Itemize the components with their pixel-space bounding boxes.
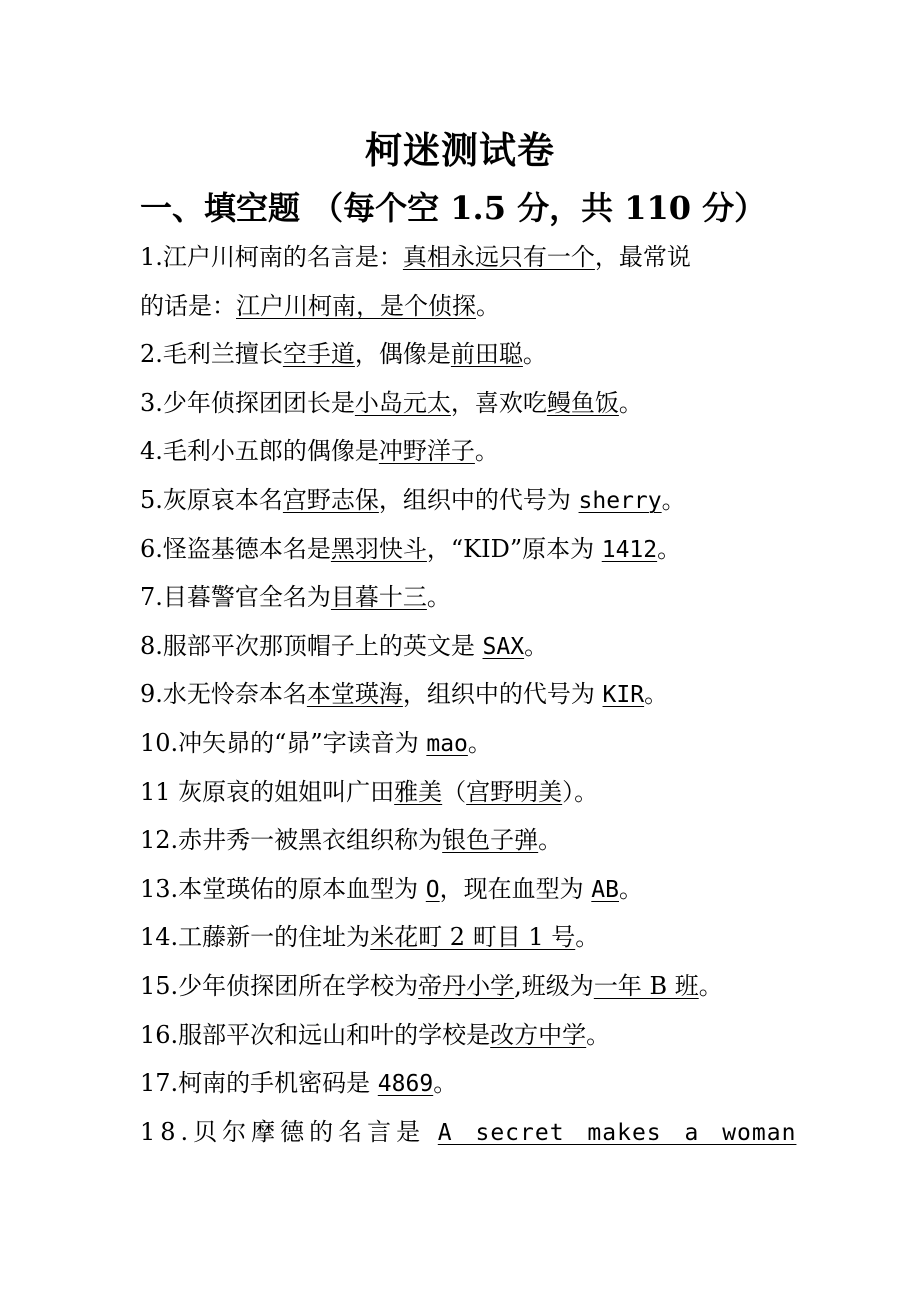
answer-blank: 改方中学 [490, 1020, 587, 1049]
answer-blank: 银色子弹 [442, 826, 539, 855]
question-18 [140, 1108, 800, 1157]
question-4 [140, 427, 800, 476]
answer-blank: 宫野明美 [466, 777, 563, 806]
question-text: 7.目暮警官全名为 [140, 583, 331, 612]
answer-blank: sherry [578, 487, 662, 514]
question-1-line-2 [140, 282, 800, 331]
question-7 [140, 573, 800, 622]
question-13 [140, 865, 800, 914]
question-text: 10.冲矢昴的“昴”字读音为 [140, 728, 427, 757]
answer-blank: 江户川柯南，是个侦探 [236, 291, 476, 320]
question-text: 。 [474, 437, 499, 466]
question-text: 。 [522, 340, 547, 369]
question-list [140, 233, 800, 1156]
question-5 [140, 476, 800, 525]
question-text: 。 [433, 1069, 458, 1098]
section-heading: 一、填空题 （每个空 1.5 分，共 110 分） [140, 189, 767, 227]
question-text: 。 [698, 971, 723, 1000]
question-text: 13.本堂瑛佑的原本血型为 [140, 874, 426, 903]
question-11 [140, 768, 800, 817]
question-text: 18.贝尔摩德的名言是 [140, 1117, 438, 1146]
question-text: 3.少年侦探团团长是 [140, 388, 355, 417]
question-text: 2.毛利兰擅长 [140, 340, 283, 369]
question-text: 。 [476, 291, 500, 320]
question-text: 6.怪盗基德本名是 [140, 534, 331, 563]
answer-blank: 米花町 2 町目 1 号 [370, 923, 576, 952]
question-text: 5.灰原哀本名 [140, 485, 283, 514]
answer-blank: 冲野洋子 [378, 437, 475, 466]
question-text: ，“KID”原本为 [426, 534, 602, 563]
answer-blank: mao [426, 730, 468, 757]
question-14 [140, 913, 800, 962]
answer-blank: SAX [482, 633, 525, 660]
answer-blank: 真相永远只有一个 [402, 243, 595, 271]
question-text: 16.服部平次和远山和叶的学校是 [140, 1020, 491, 1049]
question-text: 。 [644, 680, 669, 709]
question-text: 17.柯南的手机密码是 [140, 1069, 378, 1098]
question-text: 。 [619, 874, 643, 903]
question-2 [140, 330, 800, 379]
question-text: 。 [524, 631, 549, 660]
question-8 [140, 622, 800, 671]
question-text: 。 [661, 485, 686, 514]
document-title: 柯迷测试卷 [365, 128, 555, 172]
question-text: ,班级为 [514, 971, 594, 1000]
question-9 [140, 670, 800, 719]
answer-blank: A secret makes a woman [437, 1119, 797, 1146]
question-text: 12.赤井秀一被黑衣组织称为 [140, 826, 443, 855]
answer-blank: 空手道 [282, 340, 355, 369]
answer-blank: 本堂瑛海 [306, 680, 403, 709]
answer-blank: 宫野志保 [282, 485, 379, 514]
question-text: 11 灰原哀的姐姐叫广田 [140, 777, 395, 806]
answer-blank: KIR [602, 682, 645, 709]
question-text: 。 [426, 583, 451, 612]
answer-blank: O [425, 876, 440, 903]
question-text: 14.工藤新一的住址为 [140, 923, 371, 952]
question-text: 。 [467, 728, 492, 757]
question-text: ，最常说 [594, 243, 691, 271]
answer-blank: 1412 [601, 536, 658, 563]
question-text: 。 [618, 388, 643, 417]
question-3 [140, 379, 800, 428]
question-text: ）。 [562, 777, 599, 806]
question-text: 。 [538, 826, 563, 855]
question-10 [140, 719, 800, 768]
question-text: ，组织中的代号为 [378, 485, 579, 514]
question-text: 9.水无怜奈本名 [140, 680, 307, 709]
answer-blank: 一年 B 班 [593, 971, 699, 1000]
question-6 [140, 525, 800, 574]
question-text: 1.江户川柯南的名言是： [140, 243, 403, 271]
question-text: ，偶像是 [354, 340, 451, 369]
question-text: 。 [575, 923, 600, 952]
answer-blank: 4869 [377, 1071, 434, 1098]
question-text: 15.少年侦探团所在学校为 [140, 971, 419, 1000]
answer-blank: 目暮十三 [330, 583, 427, 612]
question-text: 。 [657, 534, 682, 563]
answer-blank: 黑羽快斗 [330, 534, 427, 563]
question-text: ，组织中的代号为 [402, 680, 603, 709]
question-text: 。 [586, 1020, 611, 1049]
question-15 [140, 962, 800, 1011]
answer-blank: 帝丹小学 [418, 971, 515, 1000]
question-text: ，现在血型为 [439, 874, 592, 903]
question-text: 4.毛利小五郎的偶像是 [140, 437, 379, 466]
question-12 [140, 816, 800, 865]
answer-blank: 鳗鱼饭 [546, 388, 619, 417]
answer-blank: 小岛元太 [354, 388, 451, 417]
answer-blank: 前田聪 [450, 340, 523, 369]
question-17 [140, 1059, 800, 1108]
question-text: ，喜欢吃 [450, 388, 547, 417]
question-text: （ [442, 777, 467, 806]
answer-blank: 雅美 [394, 777, 443, 806]
question-1-line-1 [140, 233, 800, 282]
question-text: 8.服部平次那顶帽子上的英文是 [140, 631, 483, 660]
answer-blank: AB [591, 876, 619, 903]
question-text: 的话是： [140, 291, 236, 320]
question-16 [140, 1011, 800, 1060]
